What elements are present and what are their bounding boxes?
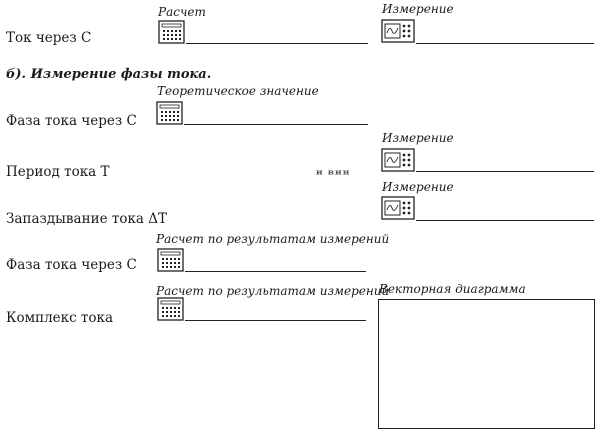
answer-line[interactable] (416, 171, 594, 172)
answer-line[interactable] (185, 320, 366, 321)
answer-line[interactable] (416, 43, 594, 44)
row-label-phase-through-c: Фаза тока через С (6, 113, 137, 129)
calculator-icon (157, 297, 184, 321)
row-label-phase-through-c-2: Фаза тока через С (6, 257, 137, 273)
answer-line[interactable] (186, 43, 368, 44)
theory-caption: Теоретическое значение (157, 84, 319, 98)
row-label-current-through-c: Ток через С (6, 30, 92, 46)
calculator-icon (156, 101, 183, 125)
answer-line[interactable] (416, 220, 594, 221)
answer-line[interactable] (185, 271, 366, 272)
calc-from-meas-caption: Расчет по результатам измерений (156, 284, 390, 298)
vector-diagram-box[interactable] (378, 299, 595, 429)
calc-caption: Расчет (158, 5, 206, 19)
row-label-current-complex: Комплекс тока (6, 310, 114, 326)
oscilloscope-icon (381, 19, 415, 43)
print-smudge: и вин (316, 169, 351, 177)
answer-line[interactable] (184, 124, 368, 125)
measure-caption: Измерение (382, 2, 454, 16)
calculator-icon (157, 248, 184, 272)
oscilloscope-icon (381, 148, 415, 172)
calculator-icon (158, 20, 185, 44)
calc-from-meas-caption: Расчет по результатам измерений (156, 232, 390, 246)
vector-diagram-caption: Векторная диаграмма (379, 282, 526, 296)
row-label-delay: Запаздывание тока ΔT (6, 211, 167, 227)
section-title: б). Измерение фазы тока. (6, 67, 212, 82)
row-label-period: Период тока T (6, 164, 110, 180)
measure-caption: Измерение (382, 180, 454, 194)
oscilloscope-icon (381, 196, 415, 220)
measure-caption: Измерение (382, 131, 454, 145)
